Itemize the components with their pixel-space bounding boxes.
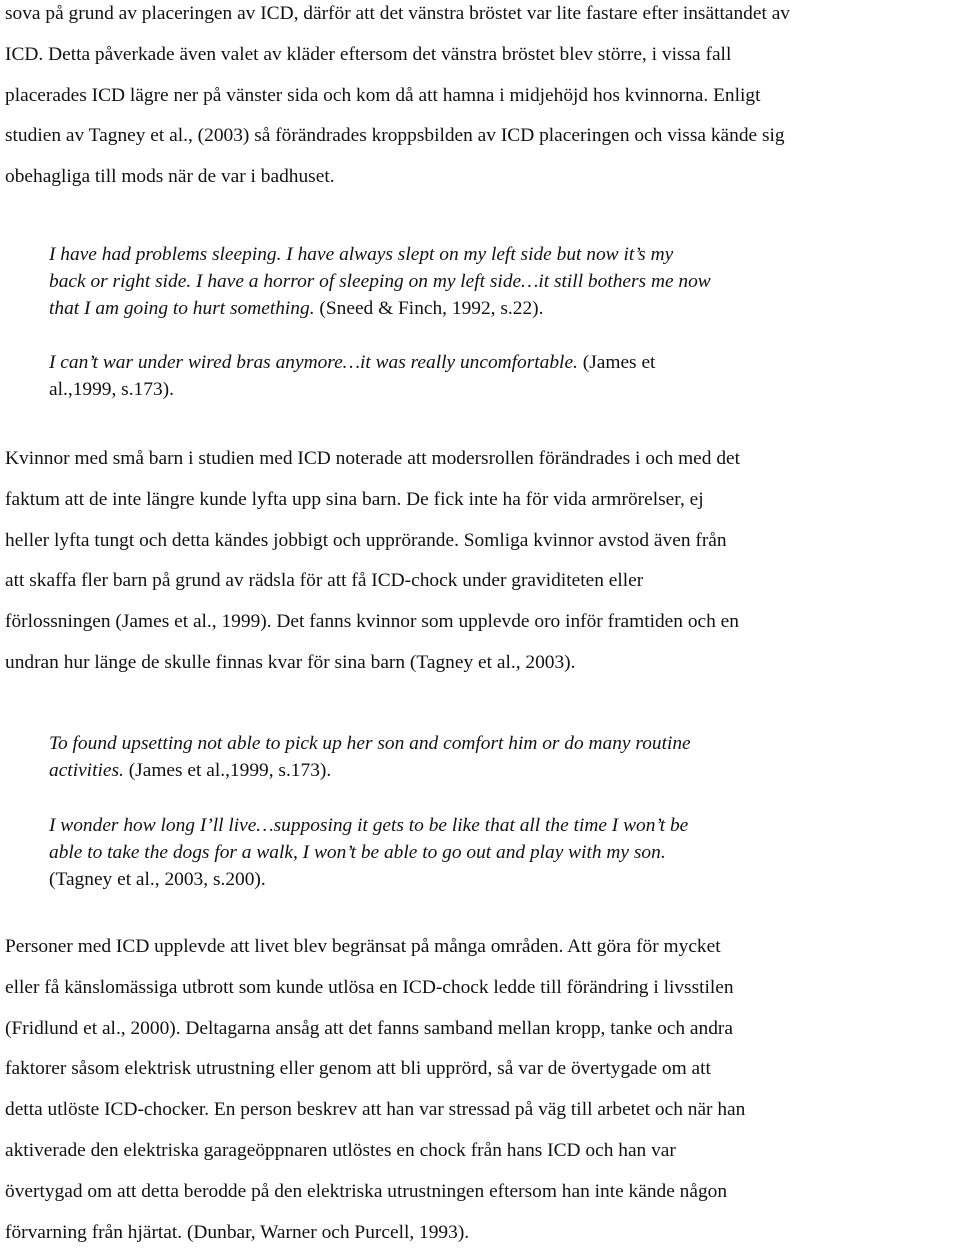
quote-text: I can’t war under wired bras anymore…it was really uncomfortable. xyxy=(49,352,578,373)
text-line: placerades ICD lägre ner på vänster sida och kom då att hamna i midjehöjd hos kvinnorna. Enligt xyxy=(5,84,761,106)
text-line: heller lyfta tungt och detta kändes jobbigt och upprörande. Somliga kvinnor avstod även från xyxy=(5,529,727,551)
quote-line: back or right side. I have a horror of sleeping on my left side…it still bothers me now xyxy=(49,271,711,293)
text-line: övertygad om att detta berodde på den elektriska utrustningen eftersom han inte kände någon xyxy=(5,1180,728,1202)
text-line: sova på grund av placeringen av ICD, därför att det vänstra bröstet var lite fastare efter insättandet av xyxy=(5,3,790,24)
body-paragraph-1 xyxy=(5,0,955,198)
quote-line xyxy=(49,757,909,784)
quote-citation: (James et al.,1999, s.173). xyxy=(123,760,332,782)
quote-citation: (Tagney et al., 2003, s.200). xyxy=(49,869,266,891)
text-line: att skaffa fler barn på grund av rädsla för att få ICD-chock under graviditeten eller xyxy=(5,570,644,592)
quote-line xyxy=(49,295,909,322)
quote-line: To found upsetting not able to pick up her son and comfort him or do many routine xyxy=(49,733,691,754)
text-line: faktum att de inte längre kunde lyfta upp sina barn. De fick inte ha för vida armrörelser, ej xyxy=(5,488,704,510)
text-line: detta utlöste ICD-chocker. En person beskrev att han var stressad på väg till arbetet och när han xyxy=(5,1099,746,1121)
text-line: faktorer såsom elektrisk utrustning eller genom att bli upprörd, så var de övertygade om att xyxy=(5,1058,711,1080)
quote-citation: (James et xyxy=(577,352,656,373)
quote-text: activities. xyxy=(49,760,124,782)
text-line: Personer med ICD upplevde att livet blev begränsat på många områden. Att göra för mycket xyxy=(5,936,721,957)
quote-text: that I am going to hurt something. xyxy=(49,298,315,320)
quote-line: I have had problems sleeping. I have always slept on my left side but now it’s my xyxy=(49,244,674,265)
body-paragraph-3 xyxy=(5,927,955,1253)
block-quote-1 xyxy=(49,241,909,323)
text-line: obehagliga till mods när de var i badhuset. xyxy=(5,166,335,188)
quote-line: able to take the dogs for a walk, I won’t be able to go out and play with my son. xyxy=(49,842,666,864)
quote-citation: al.,1999, s.173). xyxy=(49,379,174,401)
quote-citation: (Sneed & Finch, 1992, s.22). xyxy=(314,298,544,320)
quote-line: I wonder how long I’ll live…supposing it gets to be like that all the time I won’t be xyxy=(49,815,689,836)
text-line: ICD. Detta påverkade även valet av kläder eftersom det vänstra bröstet blev större, i vissa fall xyxy=(5,43,732,65)
text-line: aktiverade den elektriska garageöppnaren utlöstes en chock från hans ICD och han var xyxy=(5,1139,676,1161)
text-line: undran hur länge de skulle finnas kvar för sina barn (Tagney et al., 2003). xyxy=(5,651,576,673)
text-line: (Fridlund et al., 2000). Deltagarna ansåg att det fanns samband mellan kropp, tanke och andra xyxy=(5,1017,733,1039)
text-line: förlossningen (James et al., 1999). Det fanns kvinnor som upplevde oro inför framtiden och en xyxy=(5,611,739,633)
block-quote-2 xyxy=(49,349,909,403)
quote-line xyxy=(49,349,909,376)
text-line: eller få känslomässiga utbrott som kunde utlösa en ICD-chock ledde till förändring i livsstilen xyxy=(5,976,734,998)
text-line: Kvinnor med små barn i studien med ICD noterade att modersrollen förändrades i och med det xyxy=(5,448,741,469)
block-quote-3 xyxy=(49,730,909,784)
block-quote-4 xyxy=(49,812,909,894)
body-paragraph-2 xyxy=(5,439,955,684)
text-line: studien av Tagney et al., (2003) så förändrades kroppsbilden av ICD placeringen och vissa kände sig xyxy=(5,125,785,147)
text-line: förvarning från hjärtat. (Dunbar, Warner och Purcell, 1993). xyxy=(5,1221,470,1243)
